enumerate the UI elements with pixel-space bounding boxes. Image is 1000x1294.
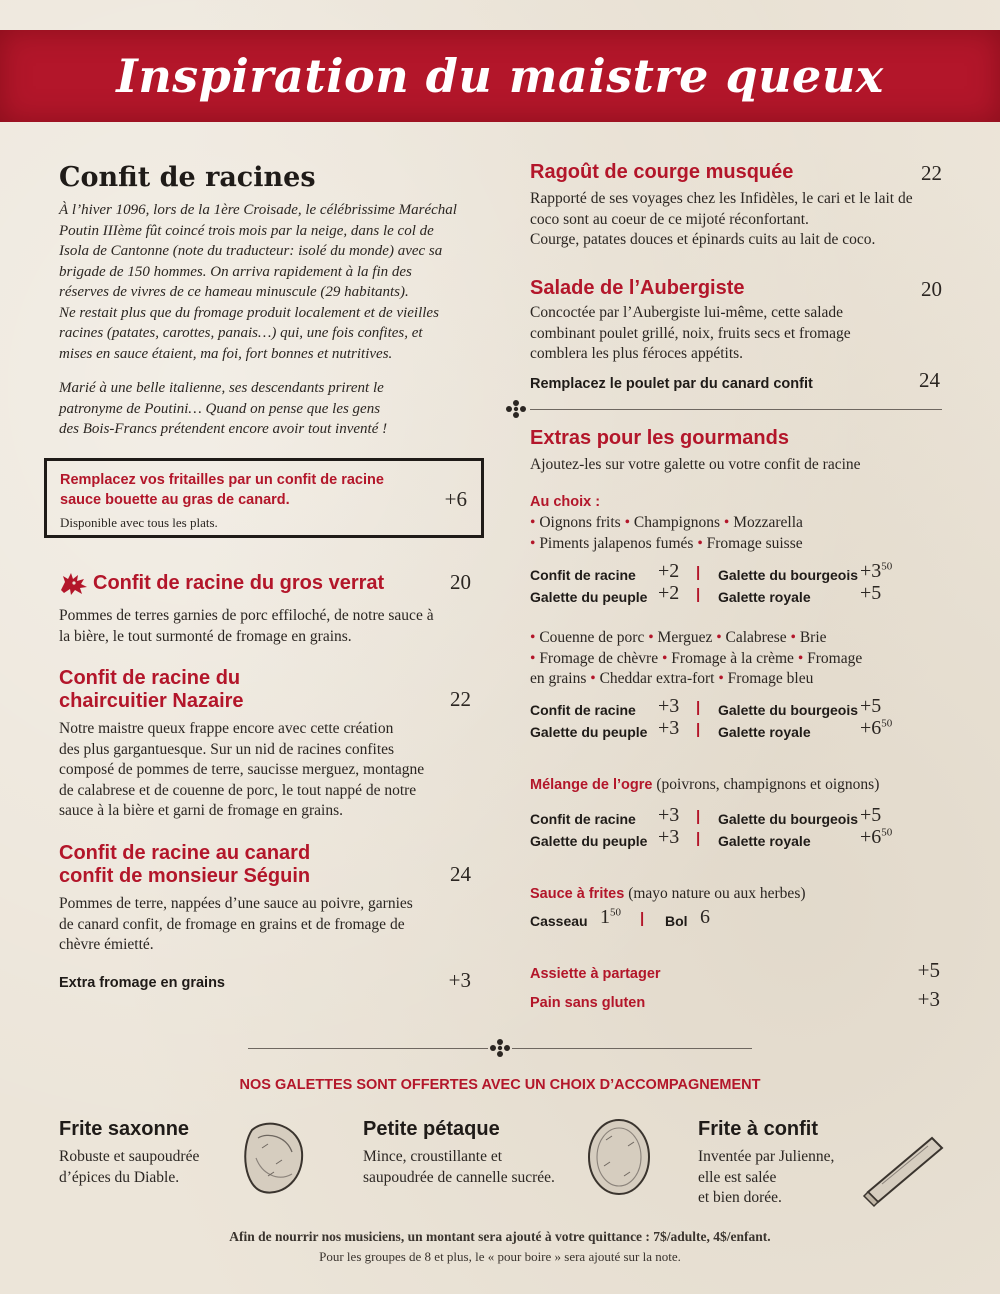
- grid-label: Galette du peuple: [530, 724, 648, 740]
- gluten-label: Pain sans gluten: [530, 995, 646, 1011]
- desc-line: sauce à la bière et garni de fromage en grains.: [59, 802, 344, 819]
- story-line: Ne restait plus que du fromage produit localement et de vieilles: [59, 304, 439, 321]
- galettes-headline: NOS GALETTES SONT OFFERTES AVEC UN CHOIX D’ACCOMPAGNEMENT: [239, 1077, 761, 1093]
- grid-label: Galette du bourgeois: [718, 702, 859, 718]
- desc-line: comblera les plus féroces appétits.: [530, 345, 744, 362]
- grid-separator: |: [640, 910, 645, 927]
- title-line: chaircuitier Nazaire: [59, 690, 244, 712]
- intro-section: [59, 160, 479, 440]
- sauce-prices: [530, 906, 770, 932]
- gluten-row: [530, 987, 940, 1011]
- casseau-price: [600, 906, 621, 929]
- dragon-icon: [59, 570, 89, 596]
- grid-price: [860, 826, 892, 849]
- grid-label: Galette royale: [718, 589, 811, 605]
- share-row: [530, 958, 940, 982]
- story-line: Marié à une belle italienne, ses descendants prirent le: [59, 380, 384, 396]
- story-line: brigade de 150 hommes. On arriva rapidement à la fin des: [59, 263, 412, 280]
- replace-box-line1: Remplacez vos fritailles par un confit de racine: [60, 472, 384, 488]
- list-line: [530, 628, 862, 649]
- dish-ragout: [530, 161, 942, 251]
- bullet: •: [648, 629, 654, 646]
- fleur-ornament-icon: [504, 399, 528, 419]
- list-item: Fromage bleu: [727, 670, 814, 687]
- page-title: Inspiration du maistre queux: [116, 49, 884, 103]
- grid-price: +5: [860, 804, 882, 826]
- price-main: +6: [860, 717, 882, 739]
- list-line: [530, 649, 862, 670]
- story-line: Poutin IIIème fût coincé trois mois par la neige, dans le col de: [59, 222, 434, 239]
- share-price: +5: [917, 958, 940, 982]
- list-item: Oignons frits: [539, 514, 621, 531]
- desc-line: Courge, patates douces et épinards cuits au lait de coco.: [530, 231, 876, 248]
- extras-subtitle: Ajoutez-les sur votre galette ou votre confit de racine: [530, 456, 861, 473]
- galette-title: Frite saxonne: [59, 1118, 190, 1140]
- desc-line: elle est salée: [698, 1168, 777, 1186]
- list-item: Fromage de chèvre: [539, 649, 659, 667]
- grid-price: [860, 717, 892, 740]
- gluten-price: +3: [917, 987, 940, 1011]
- dish-title: [59, 842, 471, 888]
- title-line: confit de monsieur Séguin: [59, 865, 311, 887]
- grid-price: +5: [860, 695, 882, 717]
- desc-line: combinant poulet grillé, noix, fruits secs et fromage: [530, 324, 851, 342]
- dish-title: Salade de l’Aubergiste: [530, 277, 745, 299]
- extra-cheese-row: [59, 968, 471, 992]
- desc-line: chèvre émietté.: [59, 936, 154, 953]
- intro-story: [59, 200, 479, 364]
- bullet: •: [716, 629, 722, 646]
- desc-line: la bière, le tout surmonté de fromage en grains.: [59, 627, 352, 645]
- desc-line: de canard confit, de fromage en grains et de fromage de: [59, 915, 405, 933]
- desc-line: et bien dorée.: [698, 1189, 782, 1206]
- grid-price: +2: [658, 582, 680, 604]
- bullet: •: [790, 629, 796, 646]
- bullet: •: [530, 514, 536, 531]
- dish-salade: [530, 277, 942, 365]
- dish-description: [59, 894, 471, 956]
- bullet: •: [530, 649, 536, 667]
- list-item: Fromage suisse: [706, 534, 803, 552]
- price-main: +3: [860, 560, 882, 582]
- desc-line: Pommes de terres garnies de porc effiloché, de notre sauce à: [59, 607, 434, 624]
- sauce-row: [530, 883, 806, 905]
- grid-separator: |: [696, 564, 701, 581]
- divider-line: [512, 1048, 752, 1049]
- bullet: •: [590, 670, 596, 687]
- grid-separator: |: [696, 699, 701, 716]
- story-line: mises en sauce étaient, ma foi, fort bonnes et nutritives.: [59, 345, 393, 362]
- bullet: •: [697, 534, 703, 552]
- price-sup: 50: [881, 560, 893, 573]
- dish-description: [530, 303, 942, 365]
- bullet: •: [723, 514, 730, 531]
- share-label: Assiette à partager: [530, 966, 661, 982]
- desc-line: de calabrese et de couenne de porc, le tout nappé de notre: [59, 781, 417, 799]
- desc-line: Pommes de terre, nappées d’une sauce au poivre, garnies: [59, 895, 413, 912]
- replace-box-price: +6: [444, 487, 467, 511]
- desc-line: Robuste et saupoudrée: [59, 1148, 200, 1165]
- grid-separator: |: [696, 830, 701, 847]
- fleur-ornament-icon: [488, 1038, 512, 1058]
- desc-line: saupoudrée de cannelle sucrée.: [363, 1168, 555, 1186]
- extras-group2-list: [530, 628, 862, 690]
- ogre-note: (poivrons, champignons et oignons): [652, 776, 880, 793]
- list-line: [530, 513, 803, 534]
- duck-replace-label: Remplacez le poulet par du canard confit: [530, 376, 813, 392]
- grid-price: +3: [658, 826, 680, 848]
- divider-line: [248, 1048, 488, 1049]
- galette-description: [59, 1147, 239, 1188]
- list-item: Champignons: [633, 514, 720, 531]
- bullet: •: [661, 649, 668, 667]
- price-sup: 50: [881, 826, 893, 839]
- replace-box-line2: sauce bouette au gras de canard.: [60, 492, 290, 508]
- list-item: Calabrese: [725, 629, 787, 646]
- dish-price: 22: [921, 161, 942, 185]
- dish-title: [59, 667, 471, 713]
- story-line: patronyme de Poutini… Quand on pense que les gens: [59, 400, 381, 417]
- grid-price: +3: [658, 717, 680, 739]
- grid-price: +3: [658, 804, 680, 826]
- footer-line-1: Afin de nourrir nos musiciens, un montant sera ajouté à votre quittance : 7$/adulte, 4$/enfant.: [229, 1229, 771, 1244]
- galette-title: Frite à confit: [698, 1118, 819, 1140]
- galette-description: [363, 1147, 593, 1188]
- extras-group1-list: [530, 513, 803, 554]
- dish-chaircuitier-nazaire: [59, 667, 471, 822]
- bullet: •: [530, 629, 536, 646]
- dish-title: Ragoût de courge musquée: [530, 161, 794, 183]
- header-banner: [0, 30, 1000, 122]
- potato-sketch-icon: [238, 1118, 310, 1198]
- price-grid-2: [530, 695, 950, 743]
- grid-label: Galette du bourgeois: [718, 567, 859, 583]
- intro-title: Confit de racines: [59, 162, 316, 193]
- list-item: Piments jalapenos fumés: [539, 534, 694, 552]
- casseau-label: Casseau: [530, 913, 588, 929]
- choice-label: Au choix :: [530, 494, 601, 510]
- grid-separator: |: [696, 586, 701, 603]
- list-item: Cheddar extra-fort: [599, 670, 715, 687]
- sauce-note: (mayo nature ou aux herbes): [624, 885, 806, 902]
- grid-label: Galette du peuple: [530, 833, 648, 849]
- potato-sketch-icon: [584, 1116, 654, 1198]
- story-line: racines (patates, carottes, panais…) qui, une fois confites, et: [59, 325, 423, 341]
- intro-story-2: [59, 378, 479, 440]
- dish-canard-seguin: [59, 842, 471, 956]
- bullet: •: [718, 670, 724, 687]
- desc-line: Notre maistre queux frappe encore avec cette création: [59, 720, 394, 737]
- duck-replace-price: 24: [919, 368, 940, 392]
- footer-line-2: Pour les groupes de 8 et plus, le « pour boire » sera ajouté sur la note.: [319, 1249, 681, 1264]
- grid-label: Galette royale: [718, 833, 811, 849]
- dish-price: 20: [921, 277, 942, 301]
- grid-label: Galette du bourgeois: [718, 811, 859, 827]
- dish-price: 22: [450, 687, 471, 711]
- replace-box: [44, 458, 484, 538]
- list-item: Fromage à la crème: [671, 649, 794, 667]
- dish-gros-verrat: [59, 570, 471, 647]
- list-item: en grains: [530, 670, 587, 687]
- dish-description: [59, 719, 471, 822]
- bol-label: Bol: [665, 913, 688, 929]
- desc-line: Concoctée par l’Aubergiste lui-même, cette salade: [530, 304, 844, 321]
- grid-price: +5: [860, 582, 882, 604]
- ogre-title: Mélange de l’ogre: [530, 777, 653, 793]
- list-item: Brie: [799, 629, 827, 646]
- dish-price: 24: [450, 862, 471, 886]
- price-main: 1: [600, 906, 610, 928]
- price-main: +6: [860, 826, 882, 848]
- ogre-row: [530, 774, 879, 796]
- galette-title: Petite pétaque: [363, 1118, 500, 1140]
- price-sup: 50: [610, 906, 621, 919]
- bol-price: 6: [700, 906, 710, 928]
- galette-frite-saxonne: [59, 1118, 239, 1188]
- list-line: [530, 669, 862, 690]
- galette-petite-petaque: [363, 1118, 593, 1188]
- story-line: À l’hiver 1096, lors de la 1ère Croisade, le célébrissime Maréchal: [59, 202, 457, 218]
- title-line: Confit de racine au canard: [59, 842, 311, 864]
- extra-cheese-price: +3: [448, 968, 471, 992]
- sauce-title: Sauce à frites: [530, 886, 625, 902]
- price-sup: 50: [881, 717, 893, 730]
- dish-title: Confit de racine du gros verrat: [93, 571, 385, 594]
- duck-replace-row: [530, 368, 940, 392]
- desc-line: coco sont au coeur de ce mijoté réconfortant.: [530, 210, 809, 228]
- list-item: Fromage: [807, 649, 863, 667]
- list-item: Merguez: [657, 629, 713, 646]
- desc-line: Rapporté de ses voyages chez les Infidèles, le cari et le lait de: [530, 190, 913, 207]
- price-grid-3: [530, 804, 950, 852]
- grid-label: Confit de racine: [530, 811, 636, 827]
- grid-separator: |: [696, 808, 701, 825]
- dish-description: [59, 606, 471, 647]
- list-line: [530, 534, 803, 555]
- desc-line: Mince, croustillante et: [363, 1148, 503, 1165]
- grid-label: Confit de racine: [530, 702, 636, 718]
- desc-line: des plus gargantuesque. Sur un nid de racines confites: [59, 740, 395, 758]
- price-grid-1: [530, 560, 950, 608]
- desc-line: Inventée par Julienne,: [698, 1148, 835, 1165]
- list-item: Couenne de porc: [539, 629, 645, 646]
- grid-price: +2: [658, 560, 680, 582]
- bullet: •: [797, 649, 804, 667]
- extra-cheese-label: Extra fromage en grains: [59, 975, 225, 991]
- story-line: Isola de Cantonne (note du traducteur: isolé du monde) avec sa: [59, 243, 443, 259]
- desc-line: composé de pommes de terre, saucisse merguez, montagne: [59, 761, 425, 778]
- grid-label: Galette royale: [718, 724, 811, 740]
- divider-line: [530, 409, 942, 410]
- desc-line: d’épices du Diable.: [59, 1168, 180, 1186]
- replace-box-note: Disponible avec tous les plats.: [60, 515, 218, 530]
- grid-separator: |: [696, 721, 701, 738]
- grid-label: Galette du peuple: [530, 589, 648, 605]
- fry-sketch-icon: [862, 1128, 952, 1208]
- galette-description: [698, 1147, 868, 1209]
- dish-price: 20: [450, 570, 471, 594]
- dish-description: [530, 189, 942, 251]
- bullet: •: [624, 514, 630, 531]
- grid-label: Confit de racine: [530, 567, 636, 583]
- story-line: des Bois-Francs prétendent encore avoir tout inventé !: [59, 421, 388, 437]
- story-line: réserves de vivres de ce hameau minuscule (29 habitants).: [59, 284, 409, 300]
- extras-title: Extras pour les gourmands: [530, 427, 789, 449]
- grid-price: [860, 560, 892, 583]
- list-item: Mozzarella: [733, 514, 803, 531]
- grid-price: +3: [658, 695, 680, 717]
- galette-frite-a-confit: [698, 1118, 868, 1209]
- bullet: •: [530, 534, 536, 552]
- title-line: Confit de racine du: [59, 667, 241, 689]
